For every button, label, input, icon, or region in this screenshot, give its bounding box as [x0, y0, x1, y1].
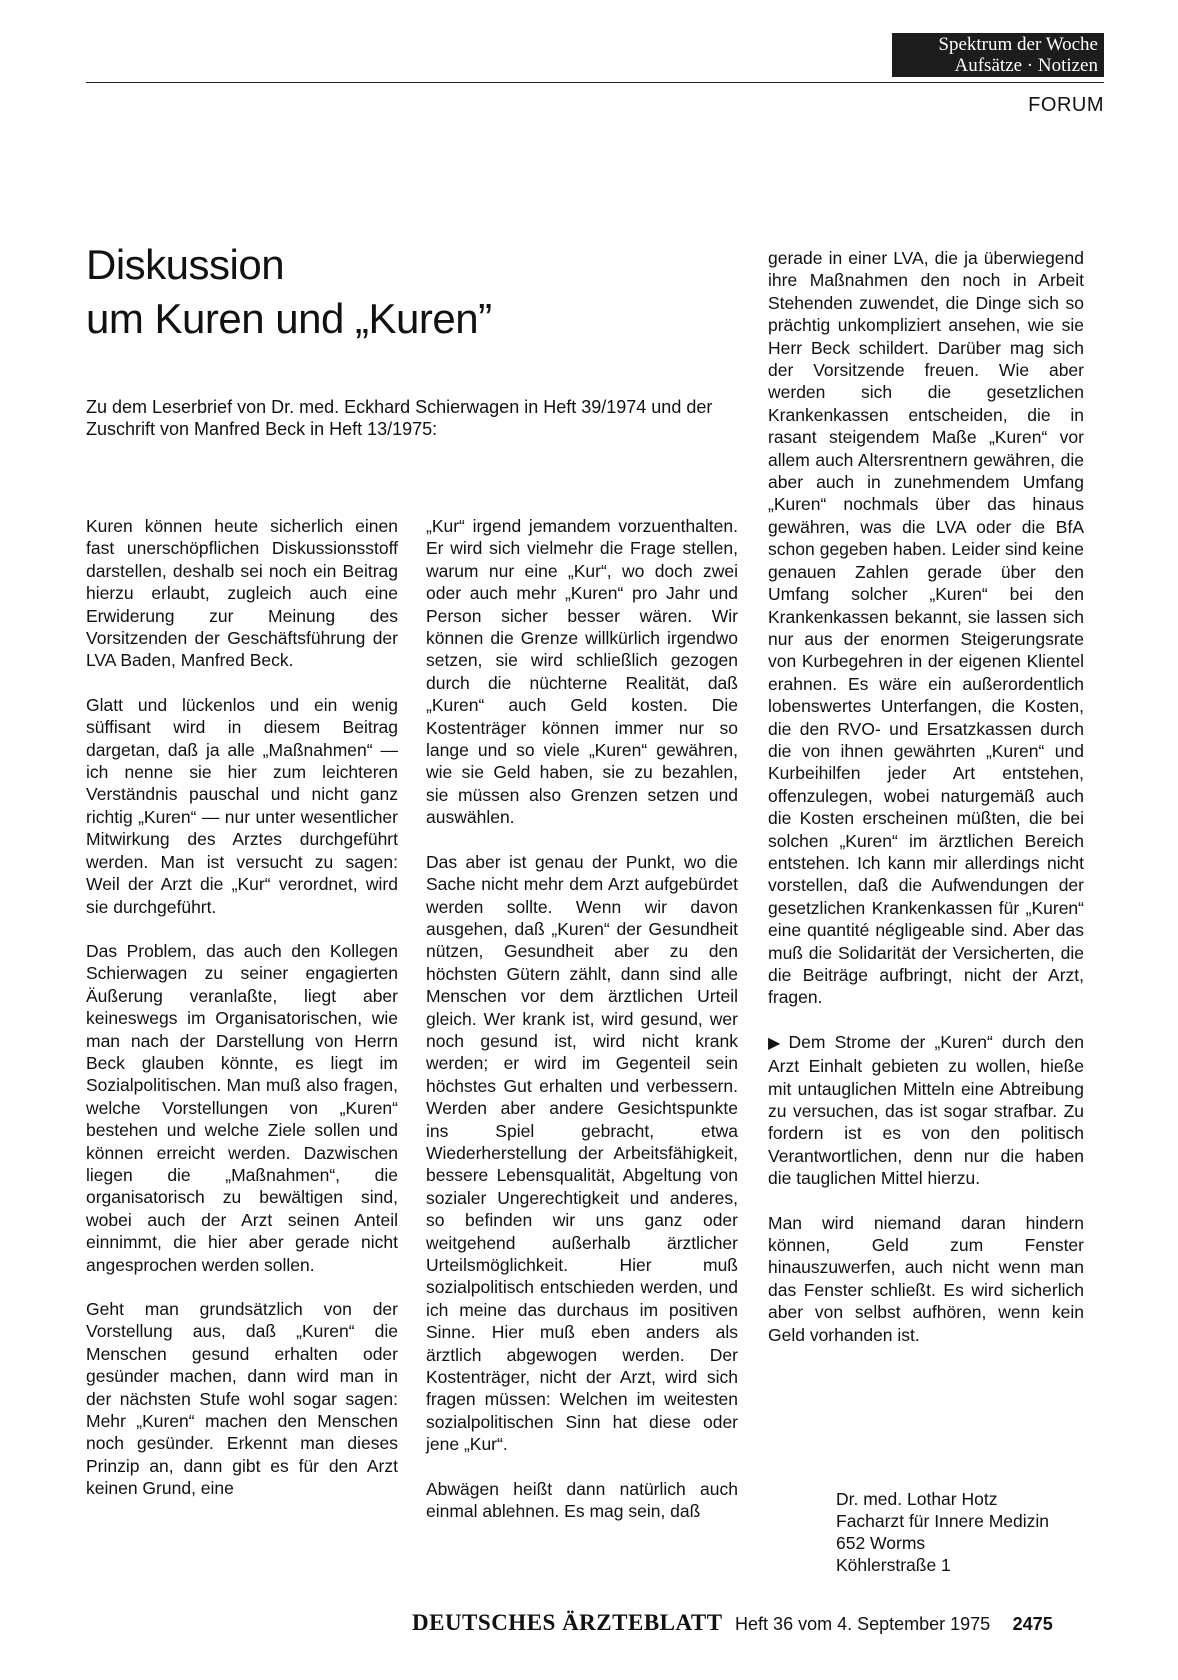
section-badge [892, 33, 1104, 77]
badge-line-1: Spektrum der Woche [938, 34, 1098, 55]
header-rule [86, 82, 1104, 83]
paragraph: gerade in einer LVA, die ja überwiegend ihre Maßnahmen den noch in Arbeit Stehenden zuwendet, die Dinge sich so prächtig unkompliziert ansehen, wie sie Herr Beck schildert. Darüber mag sich der Vorsitzende freuen. Wie aber werden sich die gesetzlichen Krankenkassen entscheiden, die in rasant steigendem Maße „Kuren“ vor allem auch Altersrentnern gewähren, die aber auch in zunehmendem Umfang „Kuren“ nochmals über das hinaus gewähren, was die LVA oder die BfA schon gegeben haben. Leider sind keine genauen Zahlen gerade über den Umfang solcher „Kuren“ bei den Krankenkassen bekannt, sie lassen sich nur aus der enormen Steigerungsrate von Kurbegehren in der eigenen Klientel erahnen. Es wäre ein außerordentlich lobenswertes Unterfangen, die Kosten, die den RVO- und Ersatzkassen durch die von ihnen gewährten „Kuren“ und Kurbeihilfen jeder Art entstehen, offenzulegen, wobei naturgemäß auch die Kosten erscheinen müßten, die bei solchen „Kuren“ im ärztlichen Bereich entstehen. Ich kann mir allerdings nicht vorstellen, daß die Aufwendungen der gesetzlichen Krankenkassen für „Kuren“ eine quantité négligeable sind. Aber das muß die Solidarität der Versicherten, die die Beiträge aufbringt, nicht der Arzt, fragen. [768, 248, 1084, 1008]
section-label: FORUM [1028, 94, 1104, 116]
text-column-1 [86, 515, 398, 1500]
article-title [86, 238, 492, 346]
paragraph: Glatt und lückenlos und ein wenig süffisant wird in diesem Beitrag dargetan, daß ja alle „Maßnahmen“ — ich nenne sie hier zum leichteren Verständnis pauschal und nicht ganz richtig „Kuren“ — nur unter wesentlicher Mitwirkung des Arztes durchgeführt werden. Man ist versucht zu sagen: Weil der Arzt die „Kur“ verordnet, wird sie durchgeführt. [86, 694, 398, 917]
paragraph-text: Dem Strome der „Kuren“ durch den Arzt Einhalt gebieten zu wollen, hieße mit untauglichen Mitteln eine Abtreibung zu versuchen, das ist sogar strafbar. Zu fordern ist es von den politisch Verantwortlichen, denn nur die haben die tauglichen Mittel hierzu. [768, 1031, 1084, 1189]
journal-name: DEUTSCHES ÄRZTEBLATT [412, 1610, 723, 1635]
page-number: 2475 [1012, 1614, 1053, 1634]
paragraph: Das aber ist genau der Punkt, wo die Sache nicht mehr dem Arzt aufgebürdet werden sollte. Wenn wir davon ausgehen, daß „Kuren“ der Gesundheit nützen, Gesundheit aber zu den höchsten Gütern zählt, dann sind alle Menschen vor dem ärztlichen Urteil gleich. Wer krank ist, wird gesund, wer noch gesund ist, wird nicht krank werden; er wird im Gegenteil sein höchstes Gut erhalten und verbessern. Werden aber andere Gesichtspunkte ins Spiel gebracht, etwa Wiederherstellung der Arbeitsfähigkeit, bessere Lebensqualität, Abgeltung von sozialer Ungerechtigkeit und anderes, so befinden wir uns ganz oder weitgehend außerhalb ärztlicher Urteilsmöglichkeit. Hier muß sozialpolitisch entschieden werden, und ich meine das durchaus im positiven Sinne. Hier muß eben anders als ärztlich abgewogen werden. Der Kostenträger, nicht der Arzt, wird sich fragen müssen: Welchen im weitesten sozialpolitischen Sinn hat diese oder jene „Kur“. [426, 851, 738, 1455]
title-line-2: um Kuren und „Kuren” [86, 295, 492, 342]
paragraph: Man wird niemand daran hindern können, Geld zum Fenster hinauszuwerfen, auch nicht wenn man das Fenster schließt. Es wird sicherlich aber von selbst aufhören, wenn kein Geld vorhanden ist. [768, 1212, 1084, 1345]
paragraph: „Kur“ irgend jemandem vorzuenthalten. Er wird sich vielmehr die Frage stellen, warum nur eine „Kur“, wo doch zwei oder auch mehr „Kuren“ pro Jahr und Person sicher besser wären. Wir können die Grenze willkürlich irgendwo setzen, sie wird schließlich gezogen durch die nüchterne Realität, daß „Kuren“ auch Geld kosten. Die Kostenträger können immer nur so lange und so viele „Kuren“ gewähren, wie sie Geld haben, sie zu bezahlen, sie müssen also Grenzen setzen und auswählen. [426, 516, 738, 828]
paragraph-arrow [768, 1031, 1084, 1190]
page-footer [412, 1610, 1053, 1636]
paragraph: Geht man grundsätzlich von der Vorstellung aus, daß „Kuren“ die Menschen gesund erhalten oder gesünder machen, dann wird man in der nächsten Stufe wohl sogar sagen: Mehr „Kuren“ machen den Menschen noch gesünder. Erkennt man dieses Prinzip an, dann gibt es für den Arzt keinen Grund, eine [86, 1299, 398, 1499]
issue-info: Heft 36 vom 4. September 1975 [735, 1614, 991, 1634]
article-subtitle: Zu dem Leserbrief von Dr. med. Eckhard Schierwagen in Heft 39/1974 und der Zuschrift von Manfred Beck in Heft 13/1975: [86, 397, 713, 439]
author-title: Facharzt für Innere Medizin [836, 1511, 1050, 1531]
author-name: Dr. med. Lothar Hotz [836, 1489, 998, 1509]
text-column-2 [426, 515, 738, 1522]
arrow-icon: ▶ [768, 1034, 785, 1052]
text-column-3 [768, 247, 1084, 1346]
author-street: Köhlerstraße 1 [836, 1555, 951, 1575]
paragraph: Abwägen heißt dann natürlich auch einmal ablehnen. Es mag sein, daß [426, 1478, 738, 1522]
author-signature [836, 1488, 1049, 1576]
title-line-1: Diskussion [86, 241, 285, 288]
paragraph: Das Problem, das auch den Kollegen Schierwagen zu seiner engagierten Äußerung veranlaßte, liegt aber keineswegs im Organisatorischen, wie man nach der Darstellung von Herrn Beck glauben könnte, es liegt im Sozialpolitischen. Man muß also fragen, welche Vorstellungen von „Kuren“ bestehen und welche Ziele sollen und können erreicht werden. Dazwischen liegen die „Maßnahmen“, die organisatorisch zu bewältigen sind, wobei auch der Arzt seinen Anteil einnimmt, die hier aber gerade nicht angesprochen werden sollen. [86, 940, 398, 1275]
badge-line-2: Aufsätze · Notizen [954, 55, 1098, 76]
paragraph: Kuren können heute sicherlich einen fast unerschöpflichen Diskussionsstoff darstellen, deshalb sei noch ein Beitrag hierzu erlaubt, zugleich auch eine Erwiderung zur Meinung des Vorsitzenden der Geschäftsführung der LVA Baden, Manfred Beck. [86, 516, 398, 671]
author-city: 652 Worms [836, 1533, 926, 1553]
